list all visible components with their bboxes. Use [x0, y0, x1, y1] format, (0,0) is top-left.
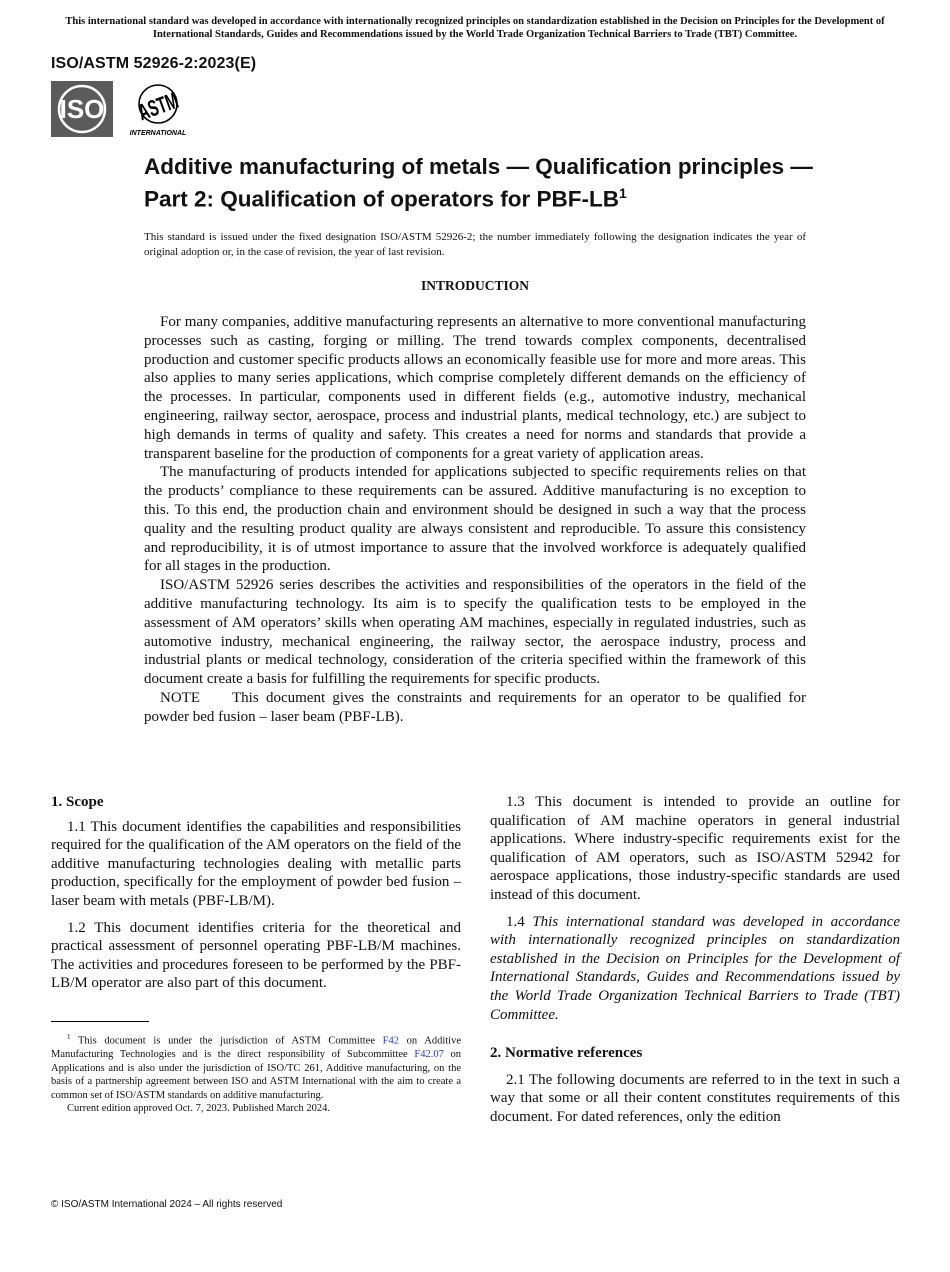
footnotes	[51, 1031, 461, 1116]
document-title	[144, 154, 824, 213]
committee-f42-link[interactable]: F42	[382, 1035, 399, 1047]
introduction	[144, 313, 806, 727]
iso-logo-text: ISO	[59, 94, 105, 124]
iso-logo	[51, 81, 113, 137]
clause-1-4-text: This international standard was developed in accordance with internationally recognized principles on standardization established in the Decision on Principles for the Development of International Standards, Guides and Recommendations issued by the World Trade Organization Technical Barriers to Trade (TBT) Committee.	[490, 913, 901, 1023]
footnote-1-text-c: on Applications and is also under the jurisdiction of ISO/TC 261, Additive manufacturing, on the basis of a partnership agreement between ISO and ASTM International with the aim to create a common set of ISO/ASTM standards on additive manufacturing.	[51, 1049, 461, 1101]
footnote-1-text-a: This document is under the jurisdiction of ASTM Committee	[77, 1035, 375, 1047]
astm-logo	[126, 80, 190, 138]
intro-note	[144, 689, 806, 727]
clause-1-3: 1.3 This document is intended to provide an outline for qualification of AM machine operators in general industrial applications. Where industry-specific requirements exist for the qualification of AM operators, such as ISO/ASTM 52942 for aerospace applications, those industry-specific standards are used instead of this document.	[490, 794, 900, 903]
footnote-rule	[51, 1021, 149, 1022]
footnote-1-text-b: on Additive Manufacturing Technologies and is the direct responsibility of Subcommittee	[51, 1035, 462, 1061]
intro-paragraph-1: For many companies, additive manufacturing represents an alternative to more conventional manufacturing processes such as casting, forging or milling. The trend towards complex components, decentralised production and customer specific products allows an economically feasible use for more and more areas. This also applies to many series applications, which comprise completely different demands on the efficiency of the processes. In particular, components used in different fields (e.g., automotive industry, mechanical engineering, railway sector, aerospace, process and industrial plants, medical technology, etc.) are subject to high demands in terms of quality and safety. This creates a need for norms and standards that provide a transparent baseline for the production of components for a great variety of application areas.	[144, 314, 806, 462]
intro-paragraph-2: The manufacturing of products intended for applications subjected to specific requirements relies on that the products’ compliance to these requirements can be assured. Additive manufacturing is no exception to this. To this end, the production chain and environment should be designed in such a way that the process quality and the resulting product quality are always consistent and reproducible. To assure this consistency and reproducibility, it is of utmost importance to assure that the involved workforce is adequately qualified for all stages in the production.	[144, 464, 806, 575]
footnote-1	[51, 1031, 461, 1102]
clause-1-1: 1.1 This document identifies the capabilities and responsibilities required for the qualification of the AM operators on the field of the additive manufacturing technologies dealing with metallic parts production, specifically for the employment of powder bed fusion – laser beam with metals (PBF-LB/M).	[51, 818, 461, 909]
designation: ISO/ASTM 52926-2:2023(E)	[51, 55, 257, 72]
left-column	[51, 793, 461, 993]
intro-paragraph-3: ISO/ASTM 52926 series describes the activities and responsibilities of the operators in the field of the additive manufacturing technology. Its aim is to specify the qualification tests to be employed in the assessment of AM operators’ skills when operating AM machines, especially in regulated industries, such as automotive industry, mechanical engineering, the railway sector, the aerospace industry, process and industrial plants or medical technology, consideration of the criteria specified within the framework of this document create a basis for fulfilling the requirements for specific products.	[144, 577, 806, 688]
clause-1-4-number: 1.4	[506, 913, 525, 930]
astm-logo-subtext: INTERNATIONAL	[129, 130, 187, 137]
clause-1-2: 1.2 This document identifies criteria for the theoretical and practical assessment of personnel operating PBF-LB/M machines. The activities and procedures foreseen to be performed by the PBF-LB/M operator are also part of this document.	[51, 919, 461, 992]
clause-2-1: 2.1 The following documents are referred to in the text in such a way that some or all their content constitutes requirements of this document. For dated references, only the edition	[490, 1071, 900, 1125]
title-footnote-mark[interactable]: 1	[619, 185, 627, 201]
right-column	[490, 793, 900, 1127]
issued-note: This standard is issued under the fixed designation ISO/ASTM 52926-2; the number immediately following the designation indicates the year of original adoption or, in the case of revision, the year of last revision.	[144, 231, 806, 258]
normative-references-heading: 2. Normative references	[490, 1045, 643, 1062]
scope-heading: 1. Scope	[51, 794, 104, 810]
note-label: NOTE	[160, 689, 200, 706]
note-text: This document gives the constraints and requirements for an operator to be qualified for powder bed fusion – laser beam (PBF-LB).	[144, 689, 806, 725]
top-notice: This international standard was developed in accordance with internationally recognized principles on standardization established in the Decision on Principles for the Development of International Standards, Guides and Recommendations issued by the World Trade Organization Technical Barriers to Trade (TBT) Committee.	[65, 16, 885, 40]
introduction-heading: INTRODUCTION	[420, 278, 529, 293]
astm-logo-text: ASTM	[135, 88, 183, 127]
subcommittee-f42-07-link[interactable]: F42.07	[414, 1049, 444, 1061]
copyright-footer: © ISO/ASTM International 2024 – All rights reserved	[51, 1199, 283, 1210]
document-title-text: Additive manufacturing of metals — Qualification principles — Part 2: Qualification of operators for PBF-LB	[144, 154, 813, 212]
footnote-1-mark: 1	[67, 1033, 71, 1041]
edition-note: Current edition approved Oct. 7, 2023. Published March 2024.	[67, 1103, 331, 1115]
clause-1-4	[490, 913, 900, 1025]
